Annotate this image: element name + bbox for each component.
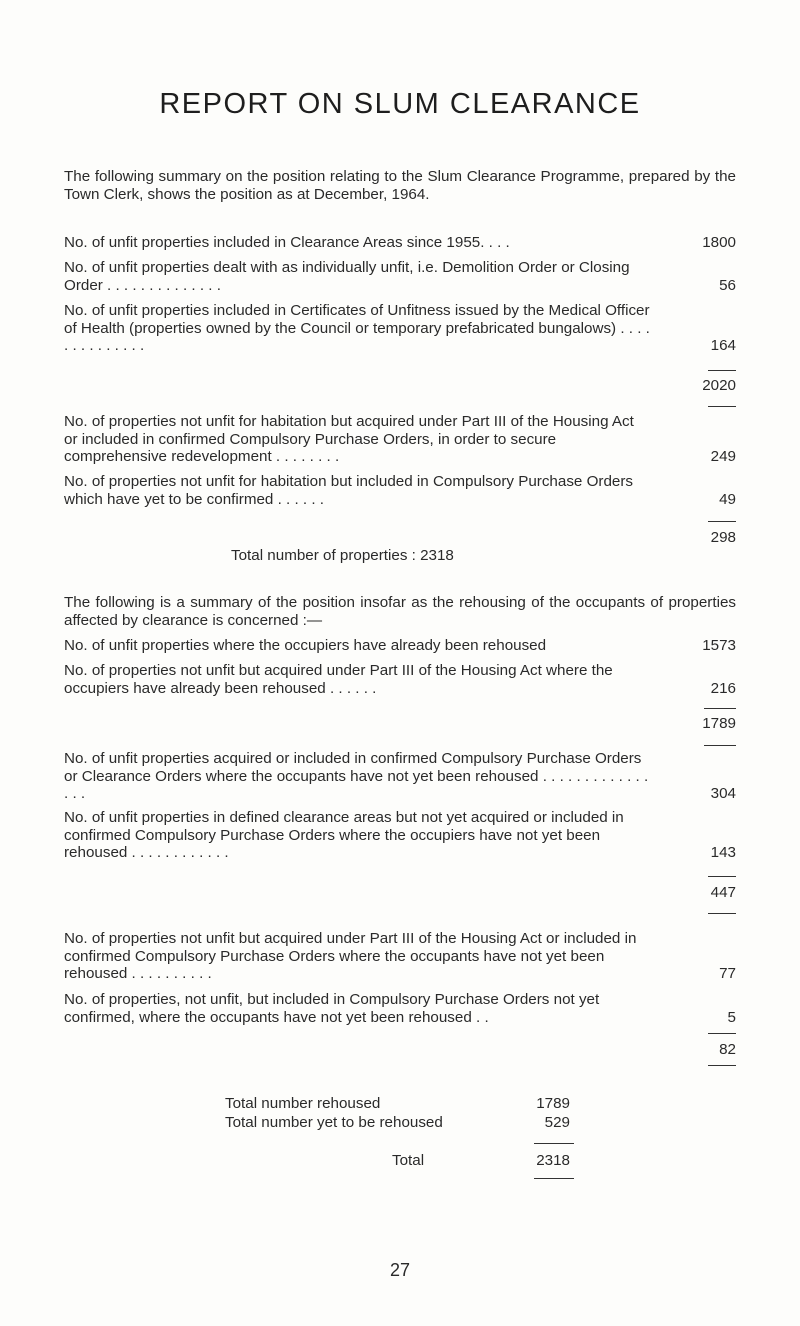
subtotal-rule — [708, 370, 736, 371]
subtotal-rule — [708, 406, 736, 407]
list-item — [64, 930, 736, 983]
item-text: No. of properties not unfit but acquired under Part III of the Housing Act or included in confirmed Compulsory Purchase Orders where the occupants have not yet been rehoused . . . . . . . . . . — [64, 930, 637, 983]
subtotal: 2020 — [702, 377, 736, 394]
subtotal-rule — [708, 521, 736, 522]
subtotal-rule — [708, 1065, 736, 1066]
item-value: 1573 — [702, 637, 736, 654]
item-value: 304 — [710, 785, 736, 803]
item-value: 1800 — [702, 234, 736, 251]
item-text: No. of properties not unfit but acquired under Part III of the Housing Act where the occupiers have already been rehoused . . . . . . — [64, 662, 613, 697]
item-text: No. of unfit properties dealt with as individually unfit, i.e. Demolition Order or Closing Order . . . . . . . . . . . . . . — [64, 259, 630, 294]
summary-total-label: Total — [392, 1152, 425, 1169]
intro-paragraph: The following summary on the position relating to the Slum Clearance Programme, prepared by the Town Clerk, shows the position as at December, 1964. — [64, 168, 736, 203]
list-item — [64, 473, 736, 508]
item-value: 216 — [710, 679, 736, 697]
list-item — [64, 991, 736, 1026]
item-value: 77 — [719, 965, 736, 983]
list-item — [64, 234, 736, 252]
item-value: 164 — [710, 337, 736, 355]
list-item — [64, 809, 736, 862]
summary-rehoused-value: 1789 — [536, 1095, 570, 1112]
item-text: No. of unfit properties included in Clearance Areas since 1955. . . . — [64, 234, 510, 251]
item-text: No. of properties not unfit for habitation but acquired under Part III of the Housing Act or included in confirmed Compulsory Purchase Orders, in order to secure comprehensive redevelopment . . . . . . . . — [64, 413, 634, 466]
list-item — [64, 662, 736, 697]
subtotal: 82 — [719, 1041, 736, 1058]
subtotal: 298 — [710, 529, 736, 546]
item-value: 49 — [719, 490, 736, 508]
item-text: No. of unfit properties acquired or included in confirmed Compulsory Purchase Orders or Clearance Orders where the occupants have not yet been rehoused . . . . . . . . . . . . . . . . — [64, 750, 649, 803]
subtotal-rule — [704, 708, 736, 709]
subtotal-rule — [708, 913, 736, 914]
list-item — [64, 637, 736, 655]
item-text: No. of properties not unfit for habitation but included in Compulsory Purchase Orders which have yet to be confirmed . . . . . . — [64, 473, 633, 508]
rehousing-intro: The following is a summary of the position insofar as the rehousing of the occupants of properties affected by clearance is concerned :— — [64, 594, 736, 629]
subtotal-rule — [704, 745, 736, 746]
summary-rule — [534, 1143, 574, 1144]
summary-rehoused-label: Total number rehoused — [225, 1095, 381, 1112]
item-value: 143 — [710, 844, 736, 862]
page-title: REPORT ON SLUM CLEARANCE — [159, 88, 641, 120]
total-properties: Total number of properties : 2318 — [231, 547, 454, 564]
summary-to-be-value: 529 — [544, 1114, 570, 1131]
subtotal: 1789 — [702, 715, 736, 732]
summary-to-be-label: Total number yet to be rehoused — [225, 1114, 443, 1131]
item-text: No. of unfit properties in defined clearance areas but not yet acquired or included in confirmed Compulsory Purchase Orders where the occupiers have not yet been rehoused . . . . . . . . . . . . — [64, 809, 624, 862]
item-value: 249 — [710, 448, 736, 466]
item-text: No. of properties, not unfit, but included in Compulsory Purchase Orders not yet confirmed, where the occupants have not yet been rehoused . . — [64, 991, 600, 1026]
subtotal-rule — [708, 1033, 736, 1034]
item-text: No. of unfit properties where the occupiers have already been rehoused — [64, 637, 547, 654]
item-value: 56 — [719, 276, 736, 294]
summary-total-value: 2318 — [536, 1152, 570, 1169]
page-number: 27 — [389, 1260, 411, 1280]
subtotal-rule — [708, 876, 736, 877]
subtotal: 447 — [710, 884, 736, 901]
list-item — [64, 750, 736, 803]
summary-rule — [534, 1178, 574, 1179]
item-text: No. of unfit properties included in Certificates of Unfitness issued by the Medical Officer of Health (properties owned by the Council or temporary prefabricated bungalows) . . . . . . . . . . . . . . — [64, 302, 650, 355]
list-item — [64, 302, 736, 355]
list-item — [64, 413, 736, 466]
list-item — [64, 259, 736, 294]
item-value: 5 — [727, 1008, 736, 1026]
